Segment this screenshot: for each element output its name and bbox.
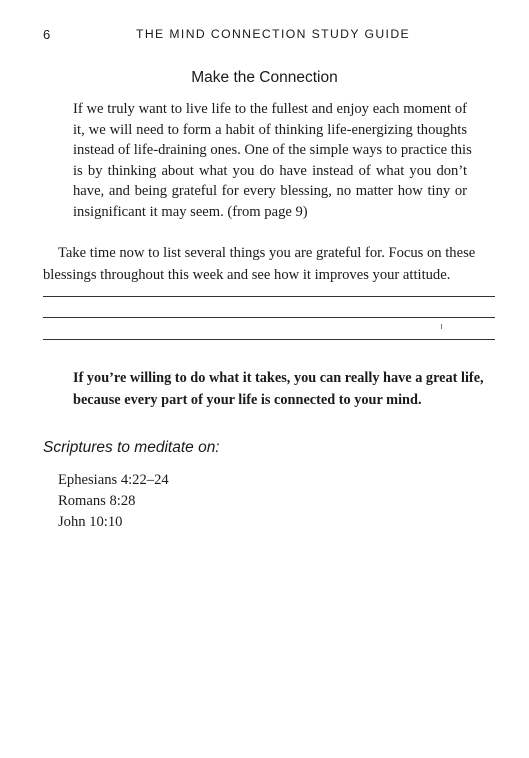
- section-title: Make the Connection: [191, 69, 338, 86]
- scriptures-heading: Scriptures to meditate on:: [43, 439, 220, 456]
- exercise-prompt: [43, 243, 495, 286]
- scripture-list: [58, 470, 169, 533]
- stray-mark: [441, 324, 442, 329]
- quote-line: is by thinking about what you do have instead of what you don’t: [73, 162, 467, 179]
- page-number: 6: [43, 27, 51, 42]
- callout-line: because every part of your life is connected to your mind.: [73, 391, 422, 408]
- quote-line: it, we will need to form a habit of thinking life-energizing thoughts: [73, 121, 467, 138]
- writing-line[interactable]: [43, 296, 495, 297]
- prompt-line: blessings throughout this week and see how it improves your attitude.: [43, 266, 451, 283]
- scripture-reference: Romans 8:28: [58, 493, 136, 509]
- prompt-line: Take time now to list several things you are grateful for. Focus on these: [58, 245, 476, 261]
- scripture-reference: Ephesians 4:22–24: [58, 472, 169, 488]
- writing-line[interactable]: [43, 339, 495, 340]
- quote-paragraph: [73, 99, 472, 223]
- scripture-reference: John 10:10: [58, 514, 123, 530]
- quote-line: have, and being grateful for every blessing, no matter how tiny or: [73, 183, 467, 200]
- quote-line: insignificant it may seem. (from page 9): [73, 203, 308, 220]
- quote-line: If we truly want to live life to the fullest and enjoy each moment of: [73, 101, 467, 117]
- writing-line[interactable]: [43, 317, 495, 318]
- running-head: THE MIND CONNECTION STUDY GUIDE: [136, 27, 411, 41]
- key-point-callout: [73, 368, 503, 411]
- callout-line: If you’re willing to do what it takes, you can really have a great life,: [73, 370, 484, 386]
- quote-line: instead of life-draining ones. One of the simple ways to practice this: [73, 142, 472, 159]
